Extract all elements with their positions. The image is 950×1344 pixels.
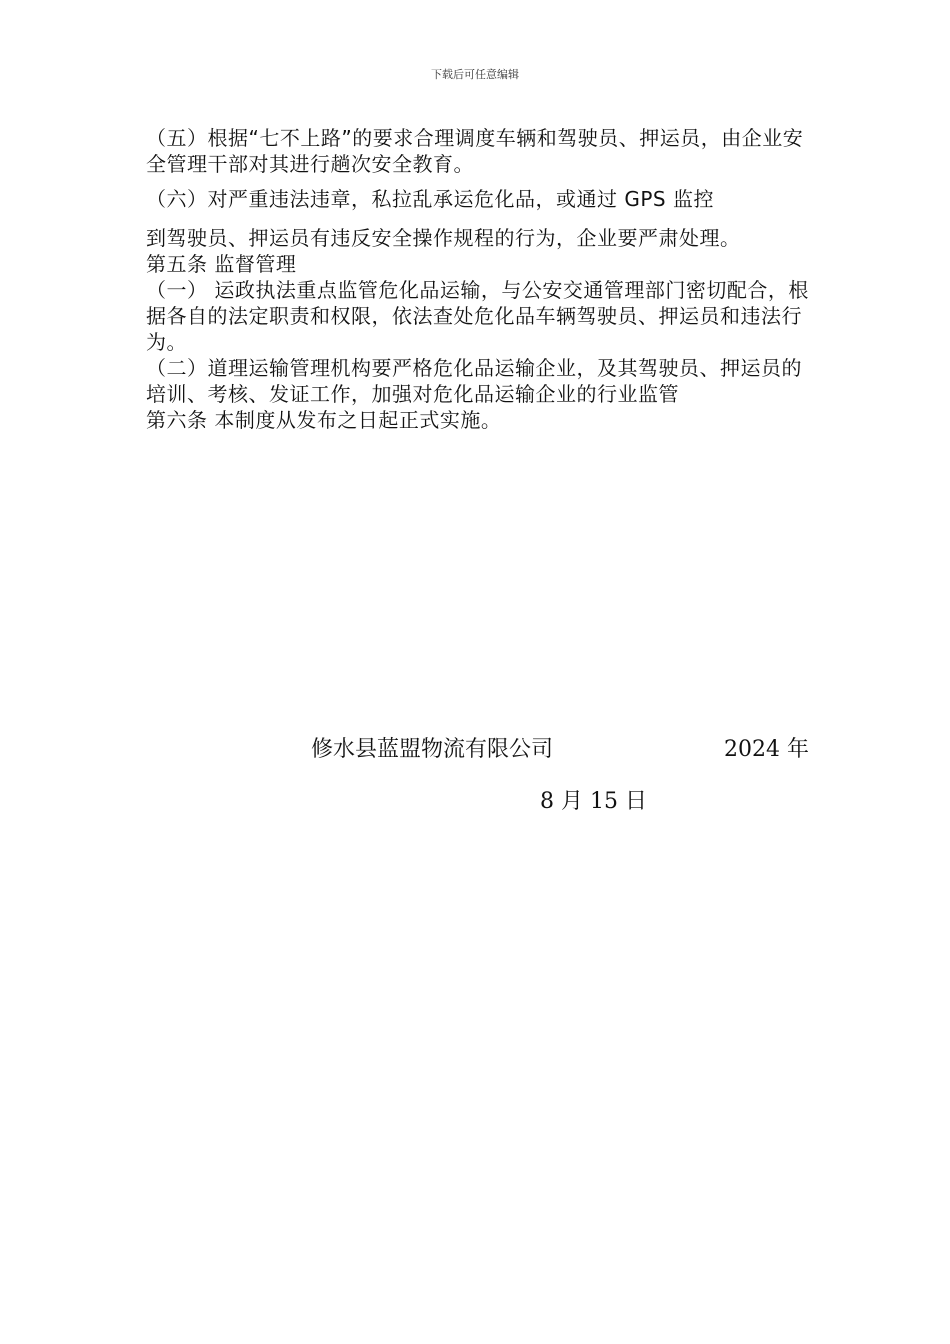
paragraph-item-6-continued: 到驾驶员、押运员有违反安全操作规程的行为，企业要严肃处理。: [146, 226, 741, 250]
article-5-item-2: （二）道理运输管理机构要严格危化品运输企业，及其驾驶员、押运员的培训、考核、发证工作，加强对危化品运输企业的行业监管: [146, 356, 802, 406]
signature-month-day: 8 月 15 日: [540, 789, 647, 814]
article-6: 第六条 本制度从发布之日起正式实施。: [146, 408, 502, 432]
paragraph-item-6-line-1: （六）对严重违法违章，私拉乱承运危化品，或通过 GPS 监控: [146, 187, 714, 211]
document-body: [146, 225, 811, 433]
paragraph-item-5: （五）根据“七不上路”的要求合理调度车辆和驾驶员、押运员，由企业安全管理干部对其进行趟次安全教育。: [146, 126, 804, 176]
article-5-item-1: （一） 运政执法重点监管危化品运输，与公安交通管理部门密切配合，根据各自的法定职责和权限，依法查处危化品车辆驾驶员、押运员和违法行为。: [146, 278, 809, 354]
page-header-note: 下载后可任意编辑: [431, 68, 519, 81]
article-5-title: 第五条 监督管理: [146, 252, 297, 276]
signature-company: 修水县蓝盟物流有限公司: [311, 737, 554, 762]
signature-year: 2024 年: [724, 737, 809, 762]
